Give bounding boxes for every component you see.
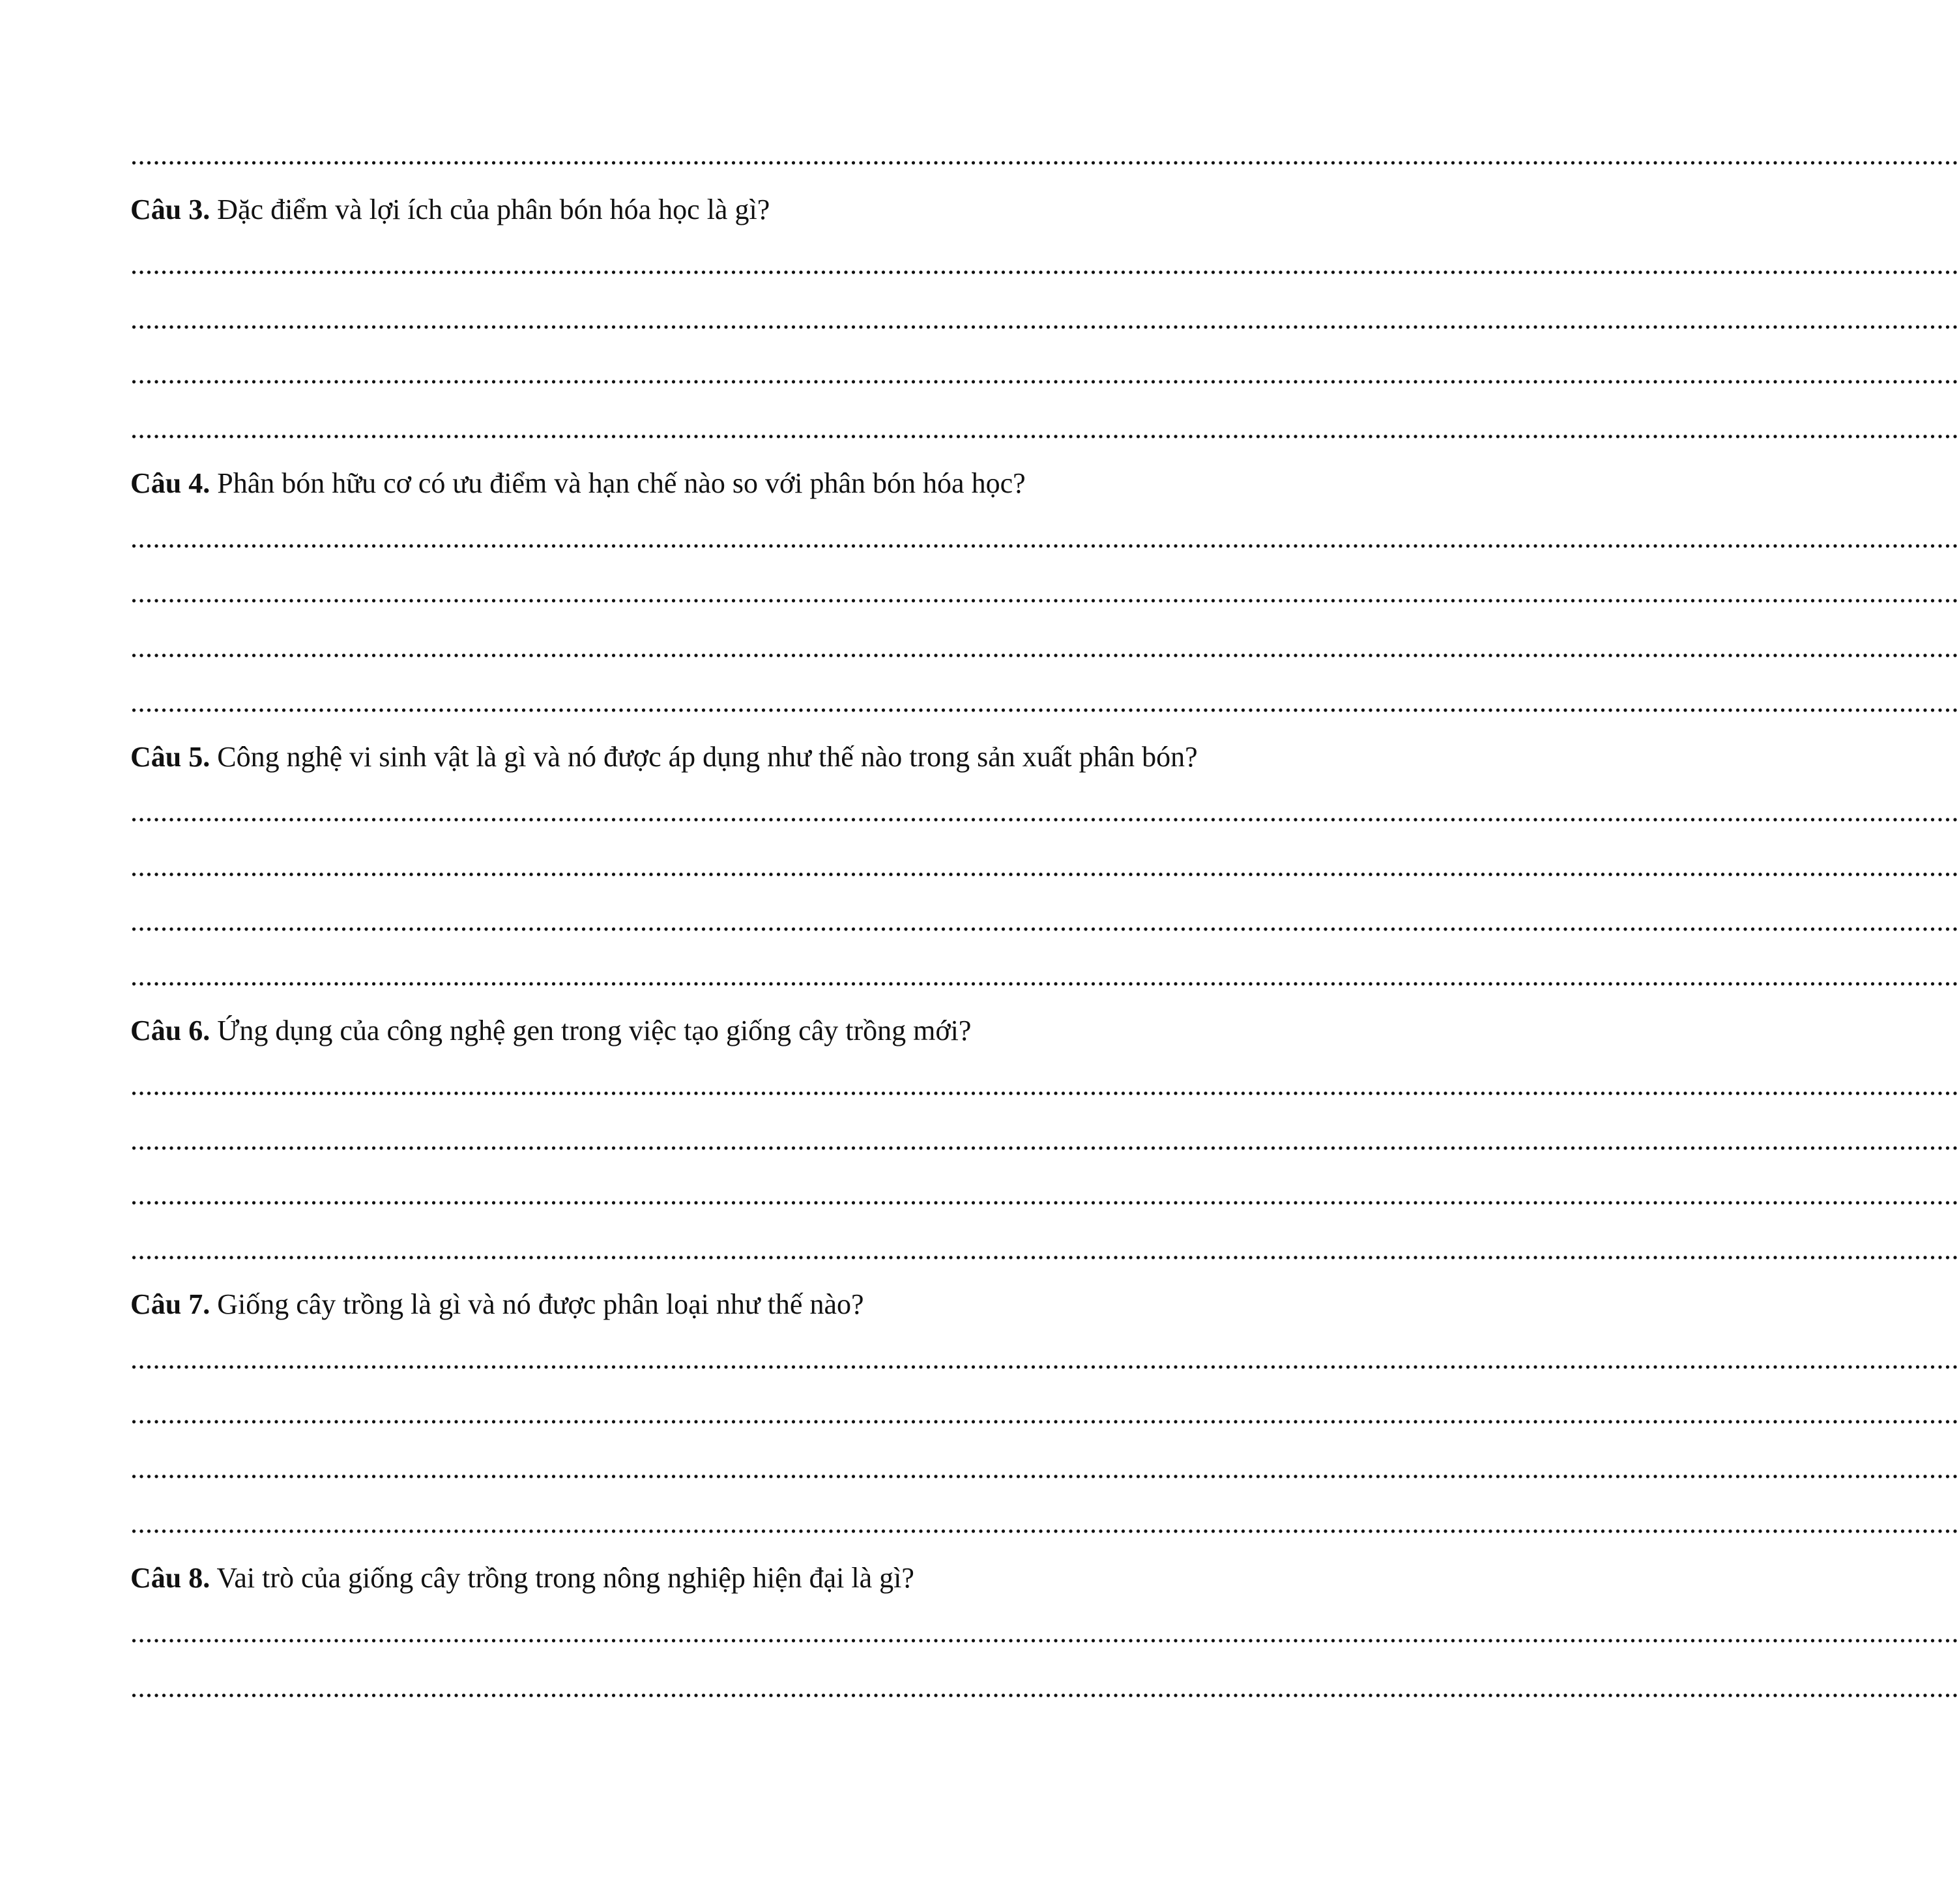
answer-line: .................................................................................................................................................................................................................................................... — [130, 1069, 1959, 1101]
answer-line: .................................................................................................................................................................................................................................................... — [130, 1124, 1959, 1156]
question-text: Giống cây trồng là gì và nó được phân loại như thế nào? — [217, 1288, 864, 1320]
worksheet-content — [130, 128, 1959, 1715]
question-4 — [130, 456, 1225, 511]
answer-line: .................................................................................................................................................................................................................................................... — [130, 303, 1959, 335]
question-number: Câu 4. — [130, 467, 210, 499]
answer-line: .................................................................................................................................................................................................................................................... — [130, 850, 1959, 882]
question-text: Vai trò của giống cây trồng trong nông nghiệp hiện đại là gì? — [216, 1562, 914, 1594]
question-number: Câu 6. — [130, 1015, 210, 1046]
question-number: Câu 8. — [130, 1562, 210, 1594]
answer-line: .................................................................................................................................................................................................................................................... — [130, 1617, 1959, 1649]
answer-line: .................................................................................................................................................................................................................................................... — [130, 1671, 1959, 1703]
answer-line: .................................................................................................................................................................................................................................................... — [130, 139, 1959, 171]
answer-line: .................................................................................................................................................................................................................................................... — [130, 905, 1959, 937]
answer-line: .................................................................................................................................................................................................................................................... — [130, 686, 1959, 718]
answer-line: .................................................................................................................................................................................................................................................... — [130, 248, 1959, 280]
answer-line: .................................................................................................................................................................................................................................................... — [130, 358, 1959, 390]
question-5 — [130, 730, 1225, 785]
question-number: Câu 3. — [130, 194, 210, 225]
answer-line: .................................................................................................................................................................................................................................................... — [130, 522, 1959, 554]
question-6 — [130, 1003, 1225, 1058]
question-text: Phân bón hữu cơ có ưu điểm và hạn chế nào so với phân bón hóa học? — [217, 467, 1026, 499]
question-3 — [130, 182, 1225, 237]
answer-line: .................................................................................................................................................................................................................................................... — [130, 577, 1959, 609]
answer-line: .................................................................................................................................................................................................................................................... — [130, 1179, 1959, 1211]
question-text: Ứng dụng của công nghệ gen trong việc tạo giống cây trồng mới? — [217, 1015, 972, 1046]
answer-line: .................................................................................................................................................................................................................................................... — [130, 412, 1959, 444]
answer-line: .................................................................................................................................................................................................................................................... — [130, 1452, 1959, 1484]
question-text: Đặc điểm và lợi ích của phân bón hóa học là gì? — [217, 194, 770, 225]
question-7 — [130, 1277, 1225, 1332]
answer-line: .................................................................................................................................................................................................................................................... — [130, 960, 1959, 992]
answer-line: .................................................................................................................................................................................................................................................... — [130, 631, 1959, 663]
answer-line: .................................................................................................................................................................................................................................................... — [130, 1233, 1959, 1265]
question-number: Câu 7. — [130, 1288, 210, 1320]
answer-line: .................................................................................................................................................................................................................................................... — [130, 1343, 1959, 1375]
question-number: Câu 5. — [130, 741, 210, 773]
answer-line: .................................................................................................................................................................................................................................................... — [130, 1398, 1959, 1430]
question-text: Công nghệ vi sinh vật là gì và nó được áp dụng như thế nào trong sản xuất phân bón? — [217, 741, 1198, 773]
question-8 — [130, 1551, 1225, 1606]
answer-line: .................................................................................................................................................................................................................................................... — [130, 1507, 1959, 1539]
answer-line: .................................................................................................................................................................................................................................................... — [130, 796, 1959, 828]
